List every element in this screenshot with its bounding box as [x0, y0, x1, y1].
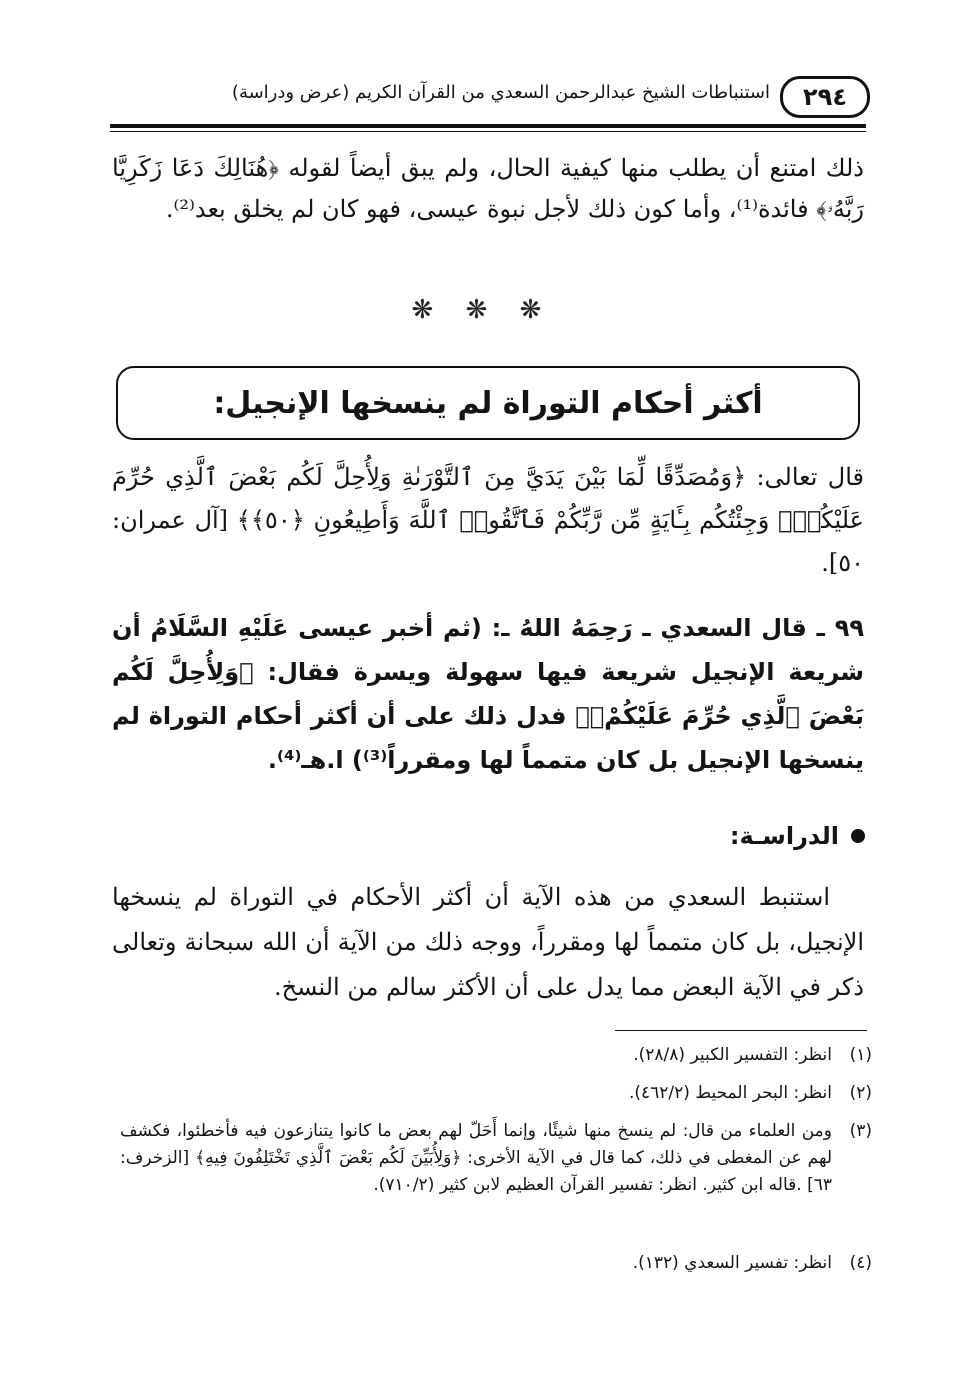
footnote: (١)انظر: التفسير الكبير (٢٨/٨). [633, 1045, 872, 1065]
saadi-quote-paragraph: ٩٩ ـ قال السعدي ـ رَحِمَهُ اللهُ ـ: (ثم أخبر عيسى عَلَيْهِ السَّلَامُ أن شريعة الإنجيل شريعة فيها سهولة ويسرة فقال: ﴿وَلِأُحِلَّ لَكُم بَعْضَ ٱلَّذِي حُرِّمَ عَلَيْكُمْۚ﴾ فدل ذلك على أن أكثر أحكام التوراة لم ينسخها الإنجيل بل كان متمماً لها ومقرراً⁽³⁾) ا.هـ⁽⁴⁾. [112, 614, 864, 774]
header-rule [110, 124, 866, 128]
section-title-box [116, 366, 860, 440]
footnote-rule [615, 1030, 867, 1031]
study-heading-label: الدراسـة: [729, 822, 839, 850]
study-paragraph [112, 875, 864, 1010]
verse-paragraph: قال تعالى: ﴿وَمُصَدِّقًا لِّمَا بَيْنَ يَدَيَّ مِنَ ٱلتَّوْرَىٰةِ وَلِأُحِلَّ لَكُم بَعْضَ ٱلَّذِي حُرِّمَ عَلَيْكُمْۚ وَجِئْتُكُم بِـَٔايَةٍ مِّن رَّبِّكُمْ فَٱتَّقُوا۟ ٱللَّهَ وَأَطِيعُونِ ﴿٥٠﴾﴾ [آل عمران: ٥٠]. [112, 463, 865, 577]
page-header [100, 70, 870, 120]
study-text: استنبط السعدي من هذه الآية أن أكثر الأحكام في التوراة لم ينسخها الإنجيل، بل كان متمماً لها ومقرراً، ووجه ذلك من الآية أن الله سبحانة وتعالى ذكر في الآية البعض مما يدل على أن الأكثر سالم من النسخ. [112, 883, 864, 1001]
running-title: استنباطات الشيخ عبدالرحمن السعدي من القرآن الكريم (عرض ودراسة) [231, 82, 770, 103]
paragraph-continuation: ذلك امتنع أن يطلب منها كيفية الحال، ولم يبق أيضاً لقوله ﴿هُنَالِكَ دَعَا زَكَرِيَّا رَبَّهُۥ﴾ فائدة⁽¹⁾، وأما كون ذلك لأجل نبوة عيسى، فهو كان لم يخلق بعد⁽²⁾. [112, 154, 864, 223]
footnote: (٤)انظر: تفسير السعدي (١٣٢). [632, 1253, 872, 1273]
footnote: (٢)انظر: البحر المحيط (٤٦٢/٢). [628, 1083, 872, 1103]
page-number: ٢٩٤ [780, 76, 870, 118]
section-separator: ❋ ❋ ❋ [411, 295, 554, 325]
footnote: (٣) ومن العلماء من قال: لم ينسخ منها شيئًا، وإنما أَحَلّ لهم بعض ما كانوا يتنازعون فيه فأخطئوا، فكشف لهم عن المغطى في ذلك، كما قال في الآية الأخرى: ﴿وَلِأُبَيِّنَ لَكُم بَعْضَ ٱلَّذِي تَخْتَلِفُونَ فِيهِ﴾ [الزخرف: ٦٣] .قاله ابن كثير. انظر: تفسير القرآن العظيم لابن كثير (٧١٠/٢). [120, 1121, 872, 1195]
section-title: أكثر أحكام التوراة لم ينسخها الإنجيل: [213, 385, 763, 421]
bullet-icon [851, 829, 865, 843]
study-heading [730, 822, 865, 850]
header-rule-thin [110, 131, 866, 132]
